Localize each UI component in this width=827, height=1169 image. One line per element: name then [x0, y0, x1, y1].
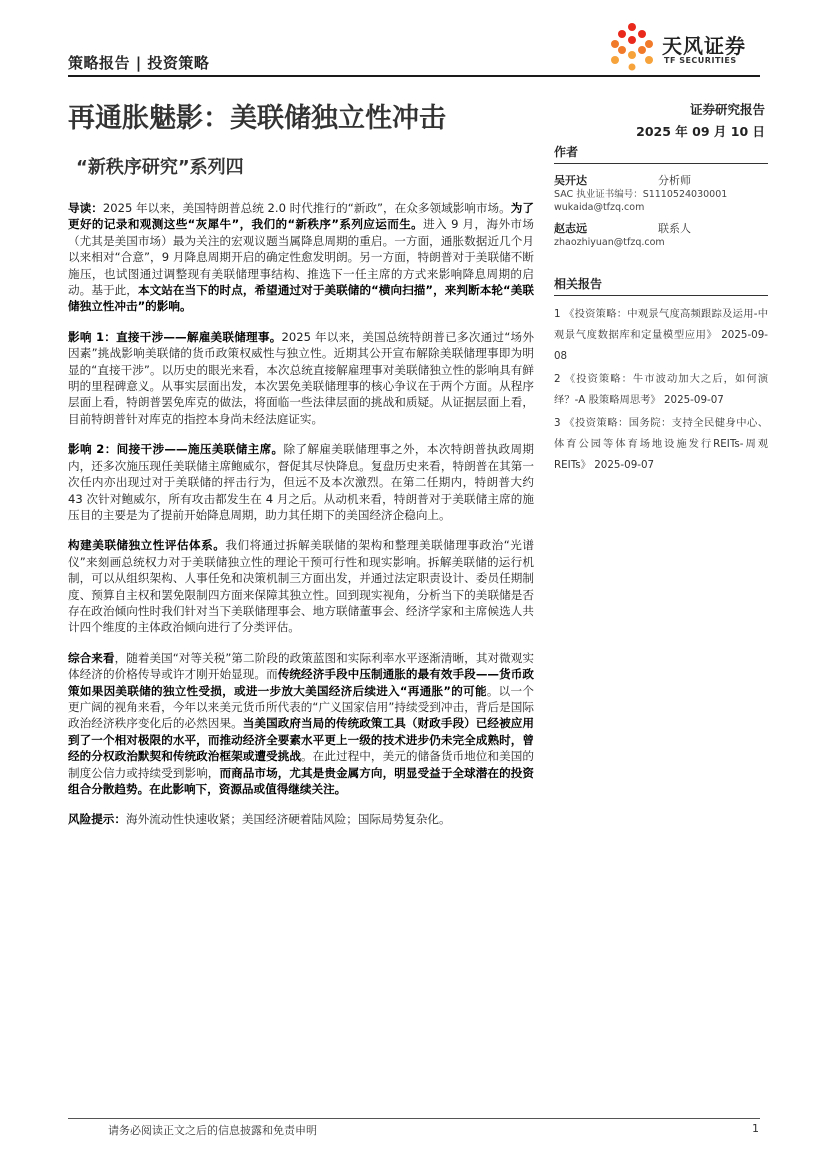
author-email[interactable]: wukaida@tfzq.com: [554, 202, 645, 213]
conclusion-bold-2: 当美国政府当局的传统政策工具（财政手段）已经被应用到了一个相对极限的水平，而推动经济全要素水平更上一级的技术进步仍未完全成熟时，曾经的分权政治默契和传统政治框架或遭受挑战: [68, 716, 534, 764]
intro-bold-2: 本文站在当下的时点，希望通过对于美联储的“横向扫描”，来判断本轮“美联储独立性冲击”的影响。: [68, 283, 534, 314]
impact-2-text: 除了解雇美联储理事之外，本次特朗普执政周期内，还多次施压现任美联储主席鲍威尔，督促其尽快降息。复盘历史来看，特朗普在其第一次任内亦出现过对于美联储的抨击行为，但远不及本次激烈。在第二任期内，特朗普大约 43 次针对鲍威尔，所有攻击都发生在 4 月之后。从动机来看，特朗普对于美联储主席的施压目的主要是为了提前开始降息周期，助力其任期下的美国经济企稳向上。: [68, 442, 534, 522]
impact-2-lead: 影响 2：间接干涉——施压美联储主席。: [68, 442, 284, 457]
conclusion-bold-3: 而商品市场，尤其是贵金属方向，明显受益于全球潜在的投资组合分散趋势。在此影响下，资源品或值得继续关注。: [68, 765, 534, 796]
authors-heading: 作者: [554, 143, 768, 164]
conclusion-bold-1: 传统经济手段中压制通胀的最有效手段——货币政策如果因美联储的独立性受损，或进一步放大美国经济后续进入“再通胀”的可能: [68, 667, 534, 698]
author-card: [554, 220, 768, 249]
impact-1-lead: 影响 1：直接干涉——解雇美联储理事。: [68, 329, 282, 344]
intro-lead: 导读：: [68, 201, 103, 215]
related-report-item[interactable]: 3 《投资策略：国务院：支持全民健身中心、体育公园等体育场地设施发行REITs-周观 REITs》 2025-09-07: [554, 417, 768, 471]
intro-bold-1: 为了更好的记录和观测这些“灰犀牛”，我们的“新秩序”系列应运而生。: [68, 201, 534, 232]
author-email[interactable]: zhaozhiyuan@tfzq.com: [554, 237, 665, 248]
sidebar: [554, 143, 768, 478]
risk-lead: 风险提示：: [68, 812, 126, 827]
logo-text-cn: 天风证券: [662, 34, 746, 58]
author-role: 分析师: [658, 174, 691, 187]
related-report-item[interactable]: 2 《投资策略：牛市波动加大之后，如何演绎？-A 股策略周思考》 2025-09-07: [554, 373, 768, 406]
impact-1-text: 2025 年以来，美国总统特朗普已多次通过“场外因素”挑战影响美联储的货币政策权威性与独立性。近期其公开宣布解除美联储理事即为明显的“直接干涉”。以历史的眼光来看，本次总统直接解雇理事对美联储独立性的影响具有鲜明的里程碑意义。从事实层面出发，本次罢免美联储理事的核心争议在于两个方面。从程序层面上看，特朗普罢免库克的做法，将面临一些法律层面的挑战和质疑。从证据层面上看，目前特朗普针对库克的指控本身尚未经法庭证实。: [68, 329, 534, 426]
paragraph-conclusion: [68, 650, 534, 798]
author-name: 赵志远: [554, 222, 587, 235]
author-role: 联系人: [658, 222, 691, 235]
paragraph-intro: [68, 200, 534, 315]
page-title: 再通胀魅影：美联储独立性冲击: [68, 103, 446, 134]
paragraph-risk: [68, 811, 534, 827]
report-date: 2025 年 09 月 10 日: [636, 124, 765, 139]
risk-text: 海外流动性快速收紧；美国经济硬着陆风险；国际局势复杂化。: [125, 812, 451, 827]
report-body: [68, 200, 534, 842]
report-type: 证券研究报告: [689, 102, 765, 117]
paragraph-impact-2: [68, 441, 534, 523]
related-report-item[interactable]: 1 《投资策略：中观景气度高频跟踪及运用-中观景气度数据库和定量模型应用》 2025-09-08: [554, 308, 768, 362]
page-subtitle: “新秩序研究”系列四: [76, 157, 244, 178]
paragraph-impact-1: [68, 329, 534, 427]
footer-disclaimer: 请务必阅读正文之后的信息披露和免责申明: [108, 1124, 317, 1137]
framework-text: 我们将通过拆解美联储的架构和整理美联储理事政治“光谱仪”来刻画总统权力对于美联储独立性的理论干预可行性和现实影响。拆解美联储的运行机制，可以从组织架构、人事任免和决策机制三方面出发，并通过法定职责设计、委员任期制度、预算自主权和罢免限制四方面来保障其独立性。回到现实视角，分析当下的美联储是否存在政治倾向性时我们针对当下美联储理事会、地方联储董事会、经济学家和主席候选人共计四个维度的主体政治倾向进行了分类评估。: [68, 538, 534, 635]
paragraph-framework: [68, 537, 534, 635]
page-number: 1: [752, 1122, 759, 1135]
footer-divider: [68, 1118, 760, 1119]
author-card: [554, 172, 768, 214]
intro-text-2: 进入 9 月，海外市场（尤其是美国市场）最为关注的宏观议题当属降息周期的重启。一方面，通胀数据近几个月以来相对“合意”，9 月降息周期开启的确定性愈发明朗。另一方面，特朗普对于美联储不断施压，也试图通过调整现有美联储理事结构、推选下一任主席的方式来影响降息周期的启动。基于此，: [68, 217, 534, 298]
logo-mark-icon: [610, 22, 656, 72]
logo-text-en: TF SECURITIES: [664, 56, 737, 65]
intro-text-1: 2025 年以来，美国特朗普总统 2.0 时代推行的“新政”，在众多领域影响市场。: [102, 201, 511, 215]
header-divider: [68, 75, 760, 77]
conclusion-text-1: ，随着美国“对等关税”第二阶段的政策蓝图和实际利率水平逐渐清晰，其对微观实体经济的价格传导或许才刚开始显现。而: [68, 650, 534, 682]
conclusion-text-3: 。在此过程中，美元的储备货币地位和美国的制度公信力或持续受到影响，: [68, 749, 534, 780]
framework-lead: 构建美联储独立性评估体系。: [68, 538, 226, 553]
author-name: 吴开达: [554, 174, 587, 187]
author-cert: SAC 执业证书编号：S1110524030001: [554, 189, 728, 200]
conclusion-lead: 综合来看: [68, 650, 115, 665]
related-reports: [554, 275, 768, 476]
report-category: 策略报告 | 投资策略: [68, 54, 210, 72]
conclusion-text-2: 。以一个更广阔的视角来看，今年以来美元货币所代表的“广义国家信用”持续受到冲击，背后是国际政治经济秩序变化后的必然因果。: [68, 683, 534, 731]
company-logo: [610, 20, 770, 72]
related-heading: 相关报告: [554, 275, 768, 296]
